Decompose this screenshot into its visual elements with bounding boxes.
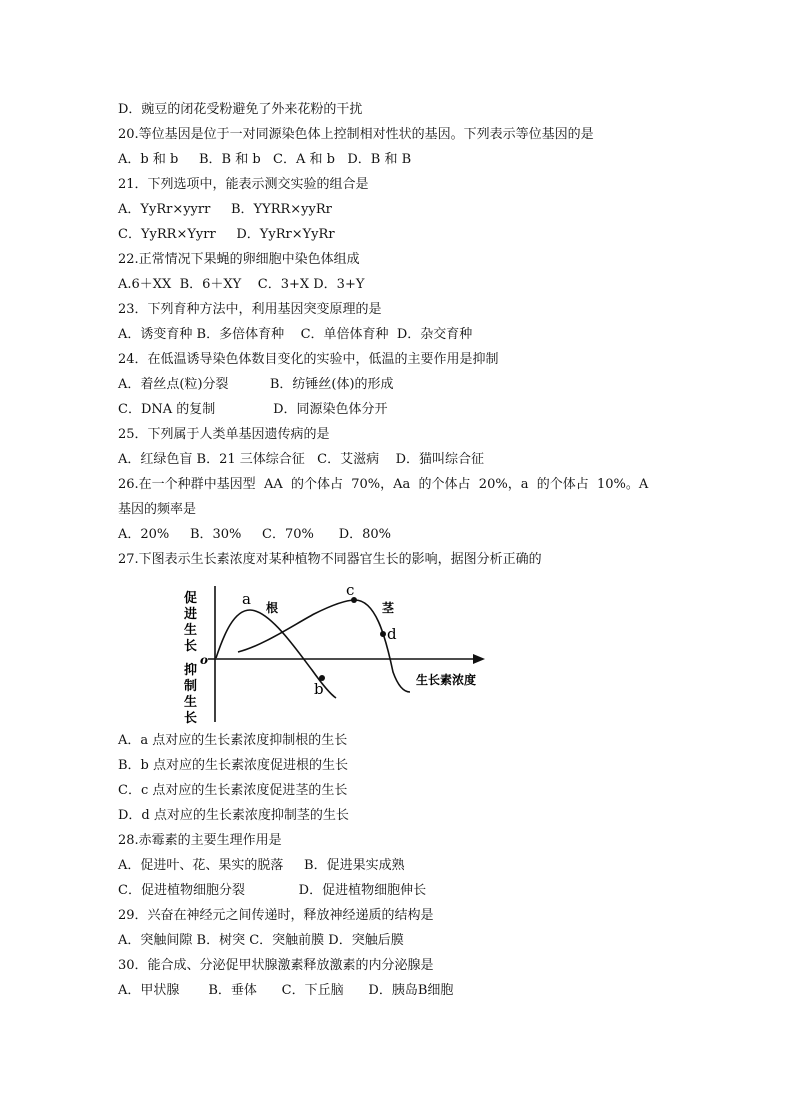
auxin-concentration-graph	[180, 582, 500, 724]
q28-options-ab: A．促进叶、花、果实的脱落 B．促进果实成熟	[118, 858, 405, 873]
q29-stem: 29．兴奋在神经元之间传递时，释放神经递质的结构是	[118, 908, 434, 923]
q30-options: A．甲状腺 B．垂体 C．下丘脑 D．胰岛B细胞	[118, 983, 454, 998]
x-axis-arrow	[473, 654, 485, 664]
q29-options: A．突触间隙 B．树突 C．突触前膜 D．突触后膜	[118, 933, 404, 948]
point-b-label: b	[314, 680, 324, 698]
q26-options: A．20% B．30% C．70% D．80%	[118, 527, 392, 542]
point-d-label: d	[387, 625, 397, 643]
x-axis-label: 生长素浓度	[416, 673, 477, 687]
q28-options-cd: C．促进植物细胞分裂 D．促进植物细胞伸长	[118, 883, 427, 898]
q24-options-cd: C．DNA 的复制 D．同源染色体分开	[118, 402, 388, 417]
y-upper-label-3: 生	[184, 623, 198, 638]
q21-stem: 21．下列选项中，能表示测交实验的组合是	[118, 177, 369, 192]
q20-stem: 20.等位基因是位于一对同源染色体上控制相对性状的基因。下列表示等位基因的是	[118, 127, 594, 142]
q27-option-b: B．b 点对应的生长素浓度促进根的生长	[118, 758, 349, 773]
y-lower-label-4: 长	[184, 711, 198, 724]
y-upper-label-1: 促	[184, 591, 198, 606]
q25-stem: 25．下列属于人类单基因遗传病的是	[118, 427, 330, 442]
q21-options-ab: A．YyRr×yyrr B．YYRR×yyRr	[118, 202, 332, 217]
y-upper-label-2: 进	[184, 607, 198, 622]
q27-option-a: A．a 点对应的生长素浓度抑制根的生长	[118, 733, 348, 748]
root-label: 根	[266, 601, 279, 615]
q24-options-ab: A．着丝点(粒)分裂 B．纺锤丝(体)的形成	[118, 377, 394, 392]
q25-options: A．红绿色盲 B．21 三体综合征 C．艾滋病 D．猫叫综合征	[118, 452, 485, 467]
q27-option-c: C．c 点对应的生长素浓度促进茎的生长	[118, 783, 348, 798]
q26-stem-line2: 基因的频率是	[118, 502, 197, 517]
y-upper-label-4: 长	[184, 639, 198, 654]
stem-label: 茎	[382, 601, 395, 615]
q23-options: A．诱变育种 B．多倍体育种 C．单倍体育种 D．杂交育种	[118, 327, 473, 342]
origin-label: o	[200, 653, 209, 667]
q22-stem: 22.正常情况下果蝇的卵细胞中染色体组成	[118, 252, 360, 267]
q20-options: A．b 和 b B．B 和 b C．A 和 b D．B 和 B	[118, 152, 412, 167]
y-lower-label-1: 抑	[184, 663, 198, 678]
y-lower-label-2: 制	[184, 679, 198, 694]
q22-options: A.6＋XX B．6＋XY C．3+X D．3+Y	[118, 277, 365, 292]
q24-stem: 24．在低温诱导染色体数目变化的实验中，低温的主要作用是抑制	[118, 352, 499, 367]
q21-options-cd: C．YyRR×Yyrr D．YyRr×YyRr	[118, 227, 335, 242]
q23-stem: 23．下列育种方法中，利用基因突变原理的是	[118, 302, 382, 317]
point-d-marker	[380, 631, 386, 637]
q27-option-d: D．d 点对应的生长素浓度抑制茎的生长	[118, 808, 349, 823]
q19-option-d: D．豌豆的闭花受粉避免了外来花粉的干扰	[118, 102, 363, 117]
y-lower-label-3: 生	[184, 695, 198, 710]
q27-stem: 27.下图表示生长素浓度对某种植物不同器官生长的影响，据图分析正确的	[118, 552, 542, 567]
q28-stem: 28.赤霉素的主要生理作用是	[118, 833, 282, 848]
q26-stem-line1: 26.在一个种群中基因型 AA 的个体占 70%，Aa 的个体占 20%，a 的个体占 10%。A	[118, 477, 649, 492]
q30-stem: 30．能合成、分泌促甲状腺激素释放激素的内分泌腺是	[118, 958, 434, 973]
point-c-label: c	[346, 582, 355, 599]
point-a-label: a	[242, 590, 251, 608]
